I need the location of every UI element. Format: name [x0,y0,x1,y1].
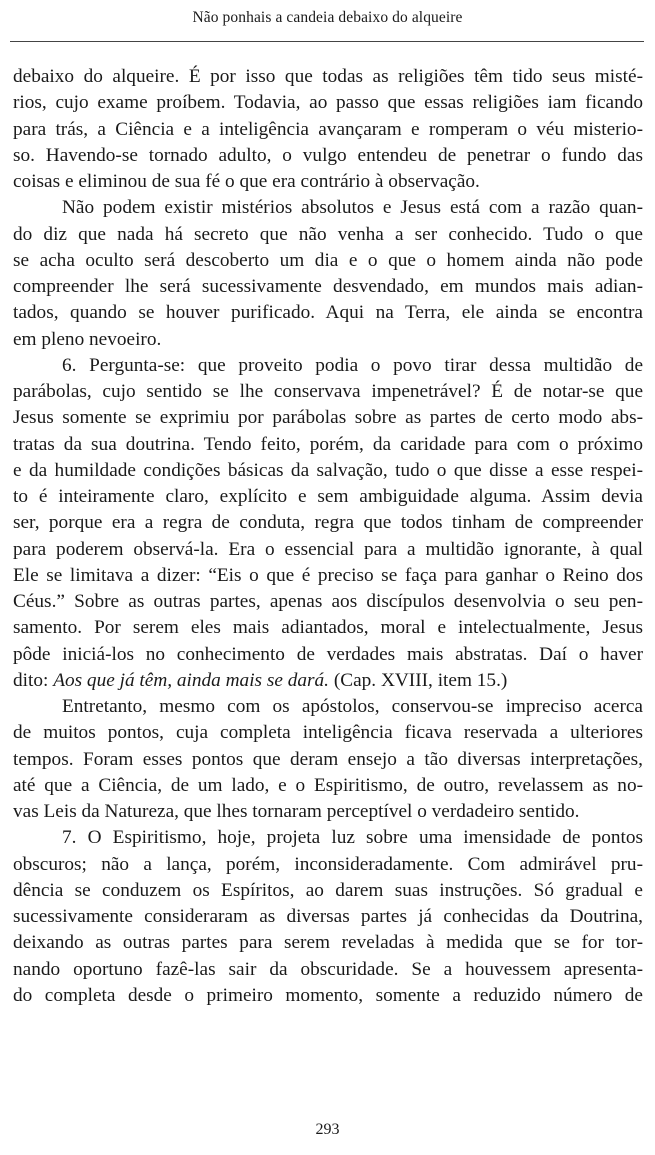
text-line: para trás, a Ciência e a inteligência avançaram e romperam o véu misterio- [13,118,643,140]
text-line: Entretanto, mesmo com os apóstolos, conservou-se impreciso acerca [62,696,643,717]
text-line: Céus.” Sobre as outras partes, apenas aos discípulos desenvolvia o seu pen- [13,591,643,612]
text-line: vas Leis da Natureza, que lhes tornaram perceptível o verdadeiro sentido. [13,801,580,822]
text-line: Jesus somente se exprimiu por parábolas sobre as partes de certo modo abs- [13,407,643,429]
chapter-reference: (Cap. XVIII, item 15.) [329,669,508,691]
text-line: tempos. Foram esses pontos que deram ensejo a tão diversas interpretações, [13,748,643,770]
text-line: do completa desde o primeiro momento, somente a reduzido número de [13,984,643,1006]
text-line: dência se conduzem os Espíritos, ao darem suas instruções. Só gradual e [13,879,643,901]
text-line: nando oportuno fazê-las sair da obscuridade. Se a houvessem apresenta- [13,958,643,980]
text-line: do diz que nada há secreto que não venha a ser conhecido. Tudo o que [13,223,643,245]
running-header: Não ponhais a candeia debaixo do alqueire [192,9,463,26]
text-line: to é inteiramente claro, explícito e sem ambiguidade alguma. Assim devia [13,486,643,507]
text-line: 7. O Espiritismo, hoje, projeta luz sobre uma imensidade de pontos [62,827,643,849]
text-line: tados, quando se houver purificado. Aqui na Terra, ele ainda se encontra [13,302,643,324]
text-line: deixando as outras partes para serem reveladas à medida que se for tor- [13,932,643,954]
text-line: 6. Pergunta-se: que proveito podia o povo tirar dessa multidão de [62,354,643,376]
body-text [13,64,643,1009]
text-line: em pleno nevoeiro. [13,328,162,350]
gospel-quote: Aos que já têm, ainda mais se dará. [53,669,329,691]
text-line: Não podem existir mistérios absolutos e Jesus está com a razão quan- [62,197,643,219]
text-line: compreender lhe será sucessivamente desvendado, em mundos mais adian- [13,276,643,297]
quote-line [13,668,643,694]
text-line: e da humildade condições básicas da salvação, tudo o que disse a esse respei- [13,459,643,481]
text-line: so. Havendo-se tornado adulto, o vulgo entendeu de penetrar o fundo das [13,144,643,166]
text-line: tratas da sua doutrina. Tendo feito, porém, da caridade para com o próximo [13,433,643,455]
text-line: obscuros; não a lança, porém, inconsideradamente. Com admirável pru- [13,853,643,875]
text-line: para poderem observá-la. Era o essencial para a multidão ignorante, à qual [13,538,643,560]
text-line: parábolas, cujo sentido se lhe conservava impenetrável? É de notar-se que [13,381,643,402]
text-line: ser, porque era a regra de conduta, regra que todos tinham de compreender [13,512,643,534]
text-line: sucessivamente consideraram as diversas partes já conhecidas da Doutrina, [13,906,643,927]
text-line: rios, cujo exame proíbem. Todavia, ao passo que essas religiões iam ficando [13,92,643,114]
text-line: samento. Por serem eles mais adiantados, moral e intelectualmente, Jesus [13,617,643,639]
header-rule [10,41,644,42]
text-line: de muitos pontos, cuja completa inteligência ficava reservada a ulteriores [13,722,643,744]
text-line: coisas e eliminou de sua fé o que era contrário à observação. [13,171,480,192]
text-line: se acha oculto será descoberto um dia e o que o homem ainda não pode [13,249,643,271]
page-number: 293 [315,1121,340,1138]
text-line: Ele se limitava a dizer: “Eis o que é preciso se faça para ganhar o Reino dos [13,564,643,586]
text-line: até que a Ciência, de um lado, e o Espiritismo, de outro, revelassem as no- [13,774,643,796]
text-line: pôde iniciá-los no conhecimento de verdades mais abstratas. Daí o haver [13,643,643,665]
text-line: debaixo do alqueire. É por isso que todas as religiões têm tido seus misté- [13,66,643,87]
quote-lead: dito: [13,669,54,691]
